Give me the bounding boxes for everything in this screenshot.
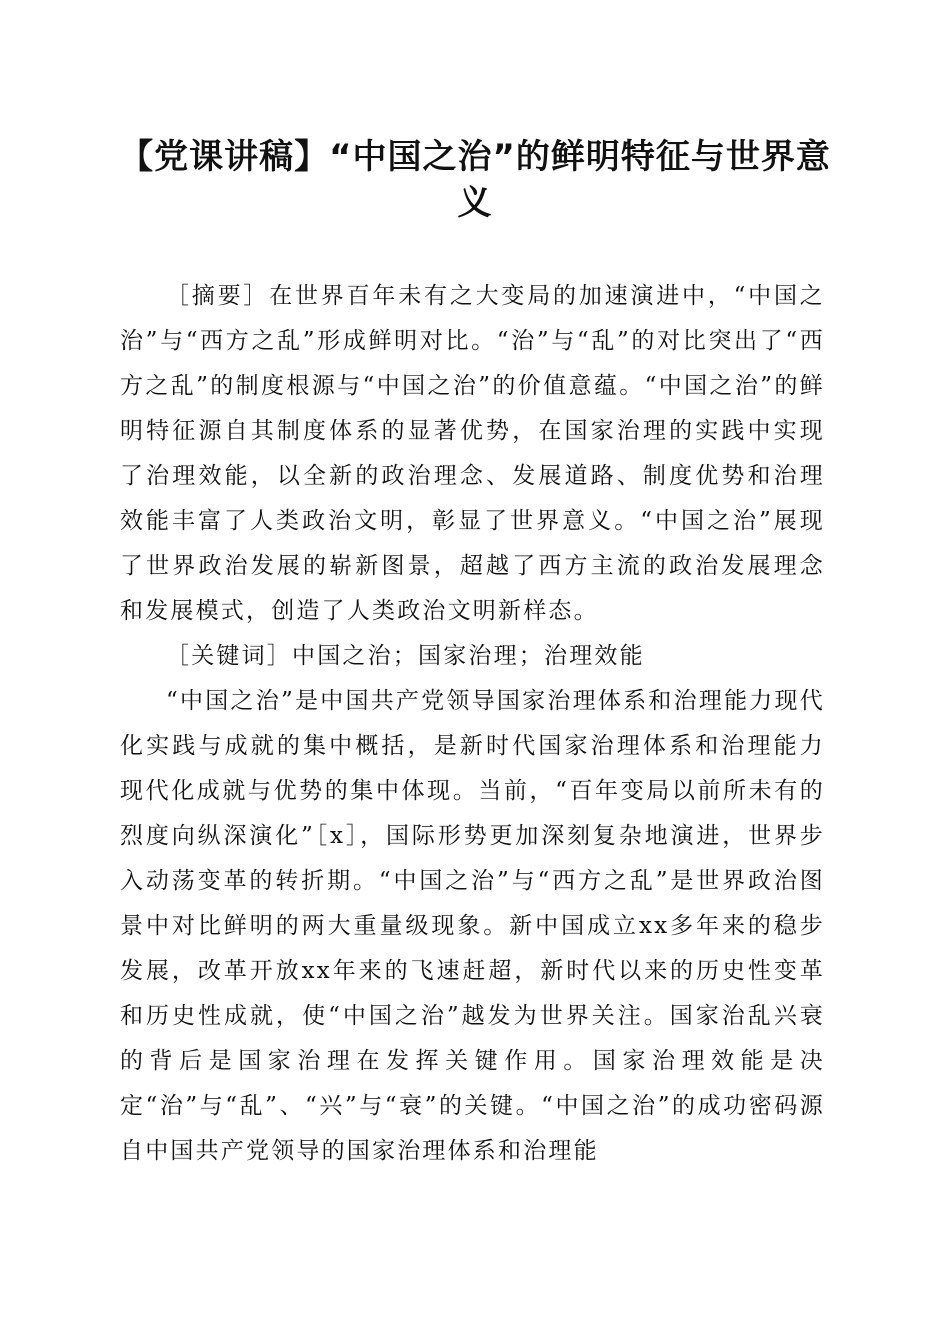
document-body [120, 274, 825, 1174]
keywords-paragraph: ［关键词］中国之治；国家治理；治理效能 [166, 643, 645, 669]
body-paragraph: “中国之治”是中国共产党领导国家治理体系和治理能力现代化实践与成就的集中概括，是新时代国家治理体系和治理能力现代化成就与优势的集中体现。当前，“百年变局以前所未有的烈度向纵深演化”［x］，国际形势更加深刻复杂地演进，世界步入动荡变革的转折期。“中国之治”与“西方之乱”是世界政治图景中对比鲜明的两大重量级现象。新中国成立xx多年来的稳步发展，改革开放xx年来的飞速赶超，新时代以来的历史性变革和历史性成就，使“中国之治”越发为世界关注。国家治乱兴衰的背后是国家治理在发挥关键作用。国家治理效能是决定“治”与“乱”、“兴”与“衰”的关键。“中国之治”的成功密码源自中国共产党领导的国家治理体系和治理能 [120, 688, 825, 1164]
abstract-paragraph: ［摘要］在世界百年未有之大变局的加速演进中，“中国之治”与“西方之乱”形成鲜明对比。“治”与“乱”的对比突出了“西方之乱”的制度根源与“中国之治”的价值意蕴。“中国之治”的鲜明特征源自其制度体系的显著优势，在国家治理的实践中实现了治理效能，以全新的政治理念、发展道路、制度优势和治理效能丰富了人类政治文明，彰显了世界意义。“中国之治”展现了世界政治发展的崭新图景，超越了西方主流的政治发展理念和发展模式，创造了人类政治文明新样态。 [120, 283, 825, 624]
document-title: 【党课讲稿】“中国之治”的鲜明特征与世界意义 [119, 137, 831, 223]
